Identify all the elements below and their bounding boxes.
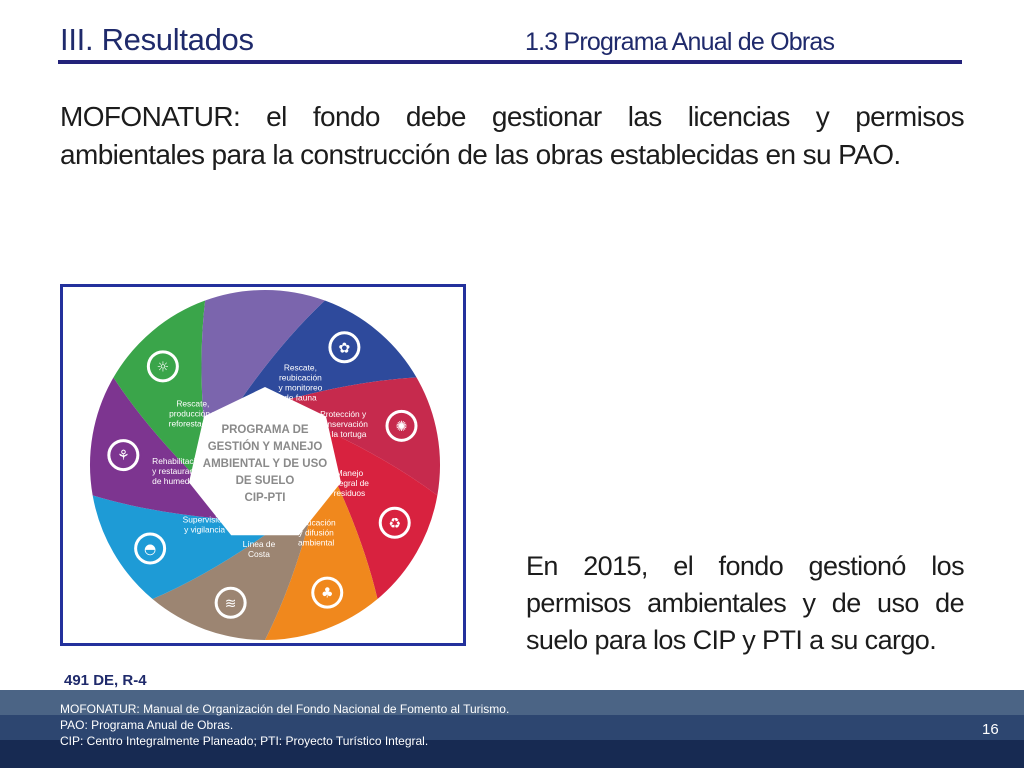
footer-notes: [60, 701, 940, 749]
segment-label-educacion: ambiental: [297, 537, 335, 548]
svg-text:⚘: ⚘: [117, 448, 130, 465]
subsection-title: 1.3 Programa Anual de Obras: [525, 28, 835, 56]
segment-label-humedales: Rehabilitación: [152, 456, 205, 467]
figure-caption: 491 DE, R-4: [64, 672, 147, 689]
header-divider: [58, 60, 962, 64]
svg-text:≋: ≋: [224, 595, 237, 612]
segment-label-humedales: de humedales: [152, 476, 205, 487]
segment-label-humedales: y restauración: [152, 466, 205, 477]
svg-text:◓: ◓: [144, 541, 157, 558]
segment-label-reforestacion: producción y: [169, 408, 217, 419]
program-diagram: [60, 284, 466, 646]
helmet-icon: [133, 531, 167, 565]
segment-label-supervision: Supervisión: [182, 514, 227, 525]
page-number: 16: [982, 721, 999, 738]
recycle-icon: [378, 506, 412, 540]
segment-label-reforestacion: Rescate,: [176, 398, 210, 409]
program-wheel: [63, 287, 463, 643]
segment-label-supervision: y vigilancia: [184, 524, 226, 535]
svg-text:✿: ✿: [338, 340, 351, 357]
segment-label-fauna: Rescate,: [283, 362, 317, 373]
segment-label-tortuga: de la tortuga: [319, 428, 367, 439]
tree-book-icon: [310, 576, 344, 610]
segment-label-residuos: residuos: [333, 488, 366, 499]
segment-label-costa: Línea de: [242, 538, 276, 549]
footnote-cip-pti: CIP: Centro Integralmente Planeado; PTI: Proyecto Turístico Integral.: [60, 734, 429, 748]
segment-label-fauna: de fauna: [284, 392, 317, 403]
center-label-line: CIP-PTI: [244, 492, 286, 504]
footnote-pao: PAO: Programa Anual de Obras.: [60, 718, 234, 732]
segment-label-fauna: reubicación: [278, 372, 322, 383]
segment-label-costa: Costa: [247, 548, 270, 559]
segment-label-educacion: y difusión: [298, 527, 334, 538]
results-paragraph: En 2015, el fondo gestionó los permisos ambientales y de uso de suelo para los CIP y PTI a su cargo.: [526, 551, 964, 655]
segment-label-residuos: integral de: [329, 478, 369, 489]
center-label-line: GESTIÓN Y MANEJO: [207, 441, 323, 453]
wave-icon: [214, 586, 248, 620]
segment-label-residuos: Manejo: [335, 468, 364, 479]
segment-label-educacion: Educación: [296, 517, 336, 528]
reed-icon: [106, 438, 140, 472]
center-label-line: AMBIENTAL Y DE USO: [202, 458, 328, 470]
intro-paragraph: MOFONATUR: el fondo debe gestionar las licencias y permisos ambientales para la construcción de las obras establecidas en su PAO.: [60, 101, 964, 170]
svg-text:♣: ♣: [320, 585, 334, 602]
turtle-icon: [384, 409, 418, 443]
center-label-line: PROGRAMA DE: [221, 424, 309, 436]
palm-icon: [146, 349, 180, 383]
svg-text:✺: ✺: [395, 418, 408, 435]
center-label-line: DE SUELO: [235, 475, 295, 487]
section-title: III. Resultados: [60, 22, 254, 57]
paw-icon: [327, 330, 361, 364]
segment-label-fauna: y monitoreo: [278, 382, 323, 393]
svg-text:☼: ☼: [156, 359, 170, 376]
footnote-mofonatur: MOFONATUR: Manual de Organización del Fondo Nacional de Fomento al Turismo.: [60, 702, 510, 716]
segment-label-reforestacion: reforestación: [168, 418, 218, 429]
segment-label-tortuga: Protección y: [320, 408, 367, 419]
segment-label-tortuga: conservación: [318, 418, 368, 429]
svg-text:♻: ♻: [388, 515, 402, 532]
